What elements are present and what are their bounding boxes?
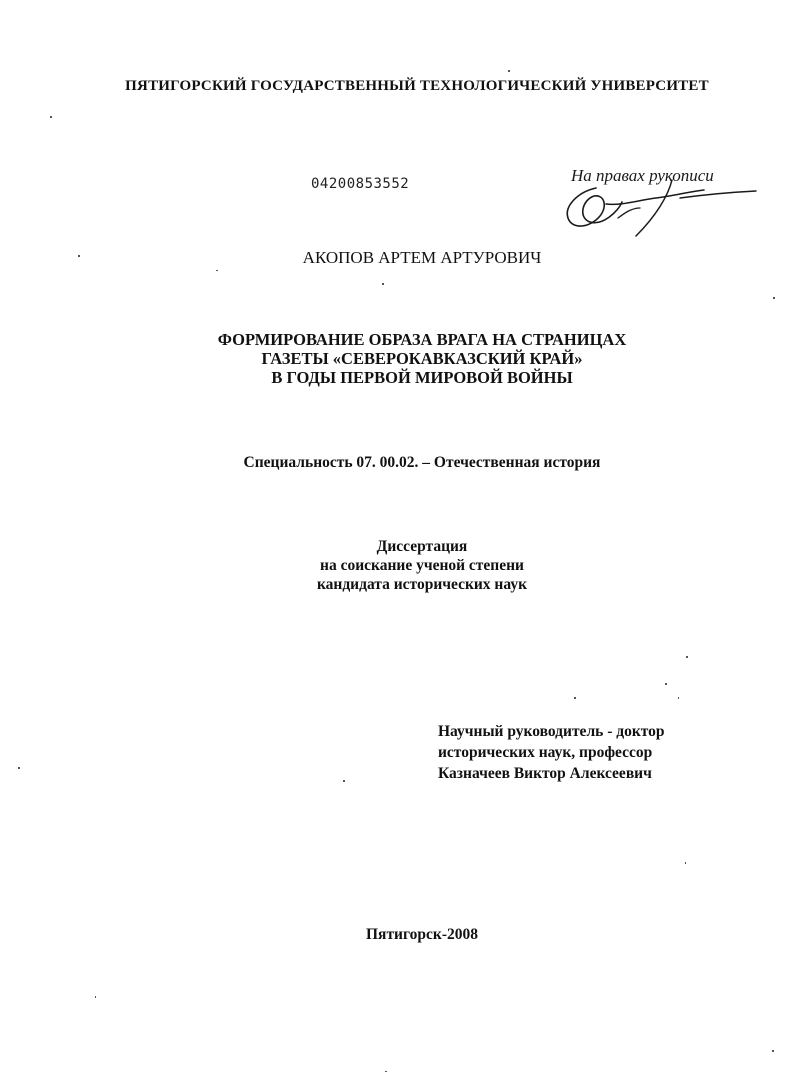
title-line: В ГОДЫ ПЕРВОЙ МИРОВОЙ ВОЙНЫ bbox=[271, 368, 573, 387]
manuscript-note: На правах рукописи bbox=[571, 166, 714, 185]
scan-speck bbox=[773, 297, 775, 299]
scan-speck bbox=[508, 70, 510, 72]
handwritten-signature bbox=[560, 178, 760, 242]
scan-speck bbox=[50, 116, 52, 118]
degree-line: кандидата исторических наук bbox=[316, 576, 528, 593]
scan-speck bbox=[385, 1071, 387, 1072]
degree-line: Диссертация bbox=[376, 538, 468, 555]
supervisor-block bbox=[438, 721, 665, 784]
degree-line: на соискание ученой степени bbox=[320, 557, 524, 574]
scan-speck bbox=[343, 780, 345, 782]
scan-speck bbox=[78, 255, 80, 257]
supervisor-line: Казначеев Виктор Алексеевич bbox=[438, 765, 652, 782]
dissertation-title bbox=[0, 330, 794, 387]
scan-speck bbox=[382, 283, 384, 285]
scan-speck bbox=[665, 683, 667, 685]
supervisor-line: Научный руководитель - доктор bbox=[438, 723, 665, 740]
scan-speck bbox=[686, 656, 688, 658]
scan-speck bbox=[678, 697, 679, 699]
title-line: ФОРМИРОВАНИЕ ОБРАЗА ВРАГА НА СТРАНИЦАХ bbox=[217, 330, 627, 349]
document-number: 04200853552 bbox=[311, 176, 410, 192]
dissertation-degree-block bbox=[0, 537, 794, 594]
author-name: АКОПОВ АРТЕМ АРТУРОВИЧ bbox=[302, 248, 542, 267]
scan-speck bbox=[574, 697, 576, 699]
scan-speck bbox=[216, 270, 218, 271]
specialty-line: Специальность 07. 00.02. – Отечественная история bbox=[243, 454, 601, 471]
supervisor-line: исторических наук, профессор bbox=[438, 744, 653, 761]
city-year: Пятигорск-2008 bbox=[366, 926, 478, 943]
title-line: ГАЗЕТЫ «СЕВЕРОКАВКАЗСКИЙ КРАЙ» bbox=[261, 349, 583, 368]
scan-speck bbox=[772, 1050, 774, 1052]
scan-speck bbox=[685, 862, 686, 864]
scan-speck bbox=[18, 767, 20, 769]
scan-speck bbox=[95, 996, 96, 998]
university-name: ПЯТИГОРСКИЙ ГОСУДАРСТВЕННЫЙ ТЕХНОЛОГИЧЕСКИЙ УНИВЕРСИТЕТ bbox=[125, 78, 709, 94]
